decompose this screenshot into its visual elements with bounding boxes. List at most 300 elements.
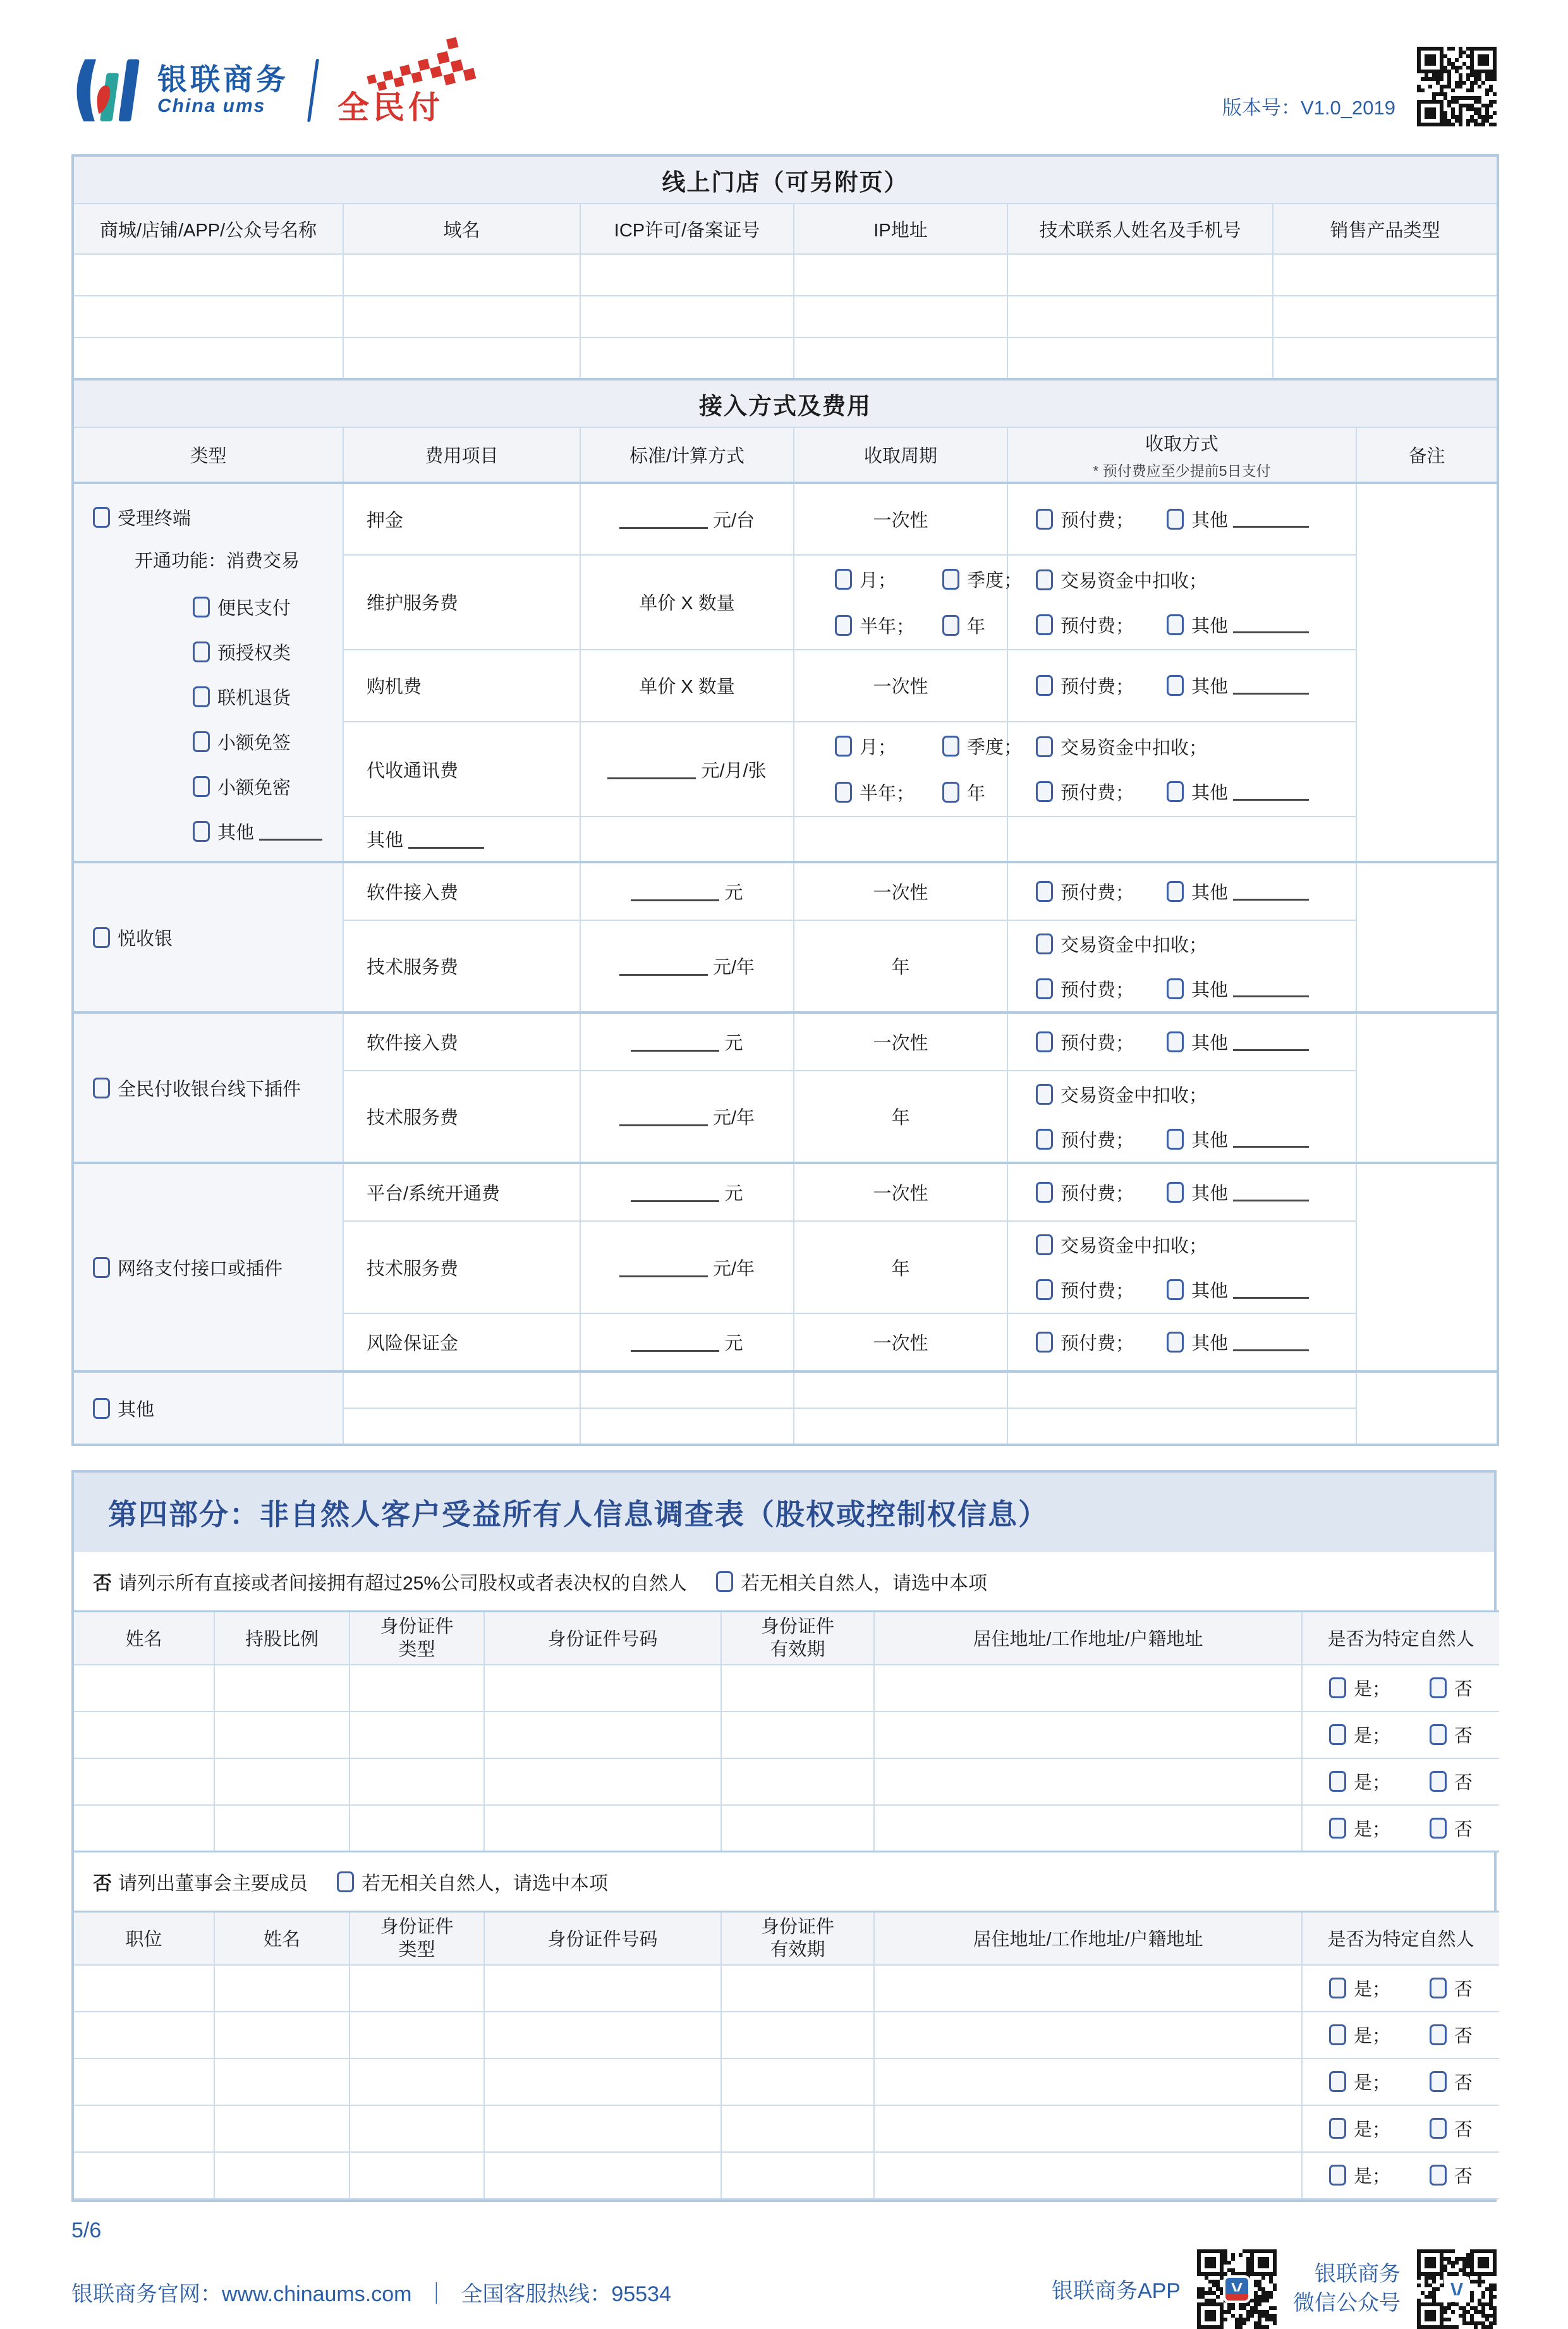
checkbox-yes[interactable] (1329, 2024, 1346, 2045)
input-cell[interactable] (484, 1758, 721, 1805)
input-cell[interactable] (794, 817, 1007, 862)
product-logo (337, 53, 482, 128)
input-cell[interactable] (484, 1805, 721, 1852)
footer-qrs (1052, 2249, 1497, 2329)
input-cell[interactable] (73, 296, 343, 337)
owner-row: 是； 否 (74, 1758, 1499, 1805)
brand-name-en: China ums (157, 95, 266, 116)
online-store-row (73, 337, 1498, 379)
checkbox-month[interactable] (835, 736, 852, 757)
col-id-type: 身份证件类型 (349, 1612, 484, 1665)
input-cell[interactable] (214, 1665, 349, 1712)
input-cell[interactable] (1273, 337, 1498, 379)
input-cell[interactable] (484, 2152, 721, 2199)
app-icon (1223, 2275, 1251, 2303)
checkbox-prepay[interactable] (1036, 1332, 1053, 1353)
page-header (71, 33, 1497, 128)
fee-method: 交易资金中扣收； 预付费； 其他 (1007, 722, 1356, 817)
input-cell[interactable] (874, 1758, 1302, 1805)
checkbox-prepay[interactable] (1036, 1182, 1053, 1203)
owner-row: 是； 否 (74, 1805, 1499, 1852)
fee-cycle: 一次性 (794, 1163, 1007, 1221)
owner-row: 是； 否 (74, 1665, 1499, 1712)
checkbox-no[interactable] (1430, 2024, 1447, 2045)
member-row: 是； 否 (74, 2058, 1499, 2105)
terminal-subtitle: 开通功能：消费交易 (135, 551, 300, 571)
col-id-validity: 身份证件有效期 (721, 1612, 874, 1665)
input-cell[interactable] (484, 2058, 721, 2105)
checkbox-halfyear[interactable] (835, 782, 852, 803)
input-cell[interactable] (74, 1758, 214, 1805)
type-label: 全民付收银台线下插件 (118, 1079, 301, 1100)
checkered-flag-icon (356, 43, 495, 103)
fee-standard: 元 (580, 1313, 794, 1371)
fill-in-blank[interactable] (619, 1260, 708, 1277)
none-option-label: 若无相关自然人，请选中本项 (741, 1573, 988, 1594)
checkbox-function-other[interactable] (193, 821, 210, 842)
input-cell[interactable] (874, 2058, 1302, 2105)
type-cell-terminal (73, 483, 343, 862)
footer-website: 银联商务官网：www.chinaums.com (71, 2282, 412, 2306)
fee-standard: 元 (580, 862, 794, 920)
remark-cell[interactable] (1356, 483, 1498, 862)
beneficial-owner-table (74, 1610, 1499, 1852)
checkbox-other[interactable] (1167, 1279, 1184, 1300)
fill-in-blank[interactable] (1233, 1130, 1309, 1148)
checkbox-other[interactable] (1167, 1182, 1184, 1203)
checkbox-other[interactable] (1167, 675, 1184, 696)
input-cell[interactable] (721, 1712, 874, 1758)
col-share-ratio: 持股比例 (214, 1612, 349, 1665)
none-option-label: 若无相关自然人，请选中本项 (362, 1873, 608, 1894)
checkbox-other[interactable] (1167, 978, 1184, 999)
col-method (1007, 427, 1356, 483)
checkbox-other[interactable] (1167, 1031, 1184, 1052)
checkbox-deduct[interactable] (1036, 736, 1053, 757)
input-cell[interactable] (74, 1965, 214, 2012)
checkbox-function[interactable] (193, 642, 210, 662)
remark-cell[interactable] (1356, 862, 1498, 1012)
remark-cell[interactable] (1356, 1012, 1498, 1163)
type-cell-qmf-offline (73, 1012, 343, 1163)
input-cell[interactable] (484, 1665, 721, 1712)
fill-in-blank[interactable] (619, 958, 708, 976)
checkbox-other[interactable] (1167, 1129, 1184, 1150)
col-name: 姓名 (74, 1612, 214, 1665)
checkbox-function[interactable] (193, 597, 210, 617)
wechat-qr (1417, 2249, 1497, 2329)
checkbox-month[interactable] (835, 569, 852, 590)
checkbox-type-other[interactable] (93, 1398, 110, 1419)
checkbox-yes[interactable] (1329, 2165, 1346, 2186)
remark-cell[interactable] (1356, 1163, 1498, 1371)
fill-in-blank[interactable] (1233, 1281, 1309, 1299)
checkbox-yes[interactable] (1329, 1771, 1346, 1792)
fees-table (71, 378, 1499, 1446)
app-qr (1197, 2249, 1277, 2329)
fee-method: 预付费； 其他 (1007, 650, 1356, 722)
type-label: 其他 (118, 1399, 155, 1420)
input-cell[interactable] (721, 2152, 874, 2199)
input-cell[interactable] (73, 337, 343, 379)
fee-item: 软件接入费 (343, 862, 580, 920)
fill-in-blank[interactable] (1233, 1184, 1309, 1201)
input-cell[interactable] (214, 2012, 349, 2058)
input-cell[interactable] (1007, 817, 1356, 862)
checkbox-no[interactable] (1430, 1771, 1447, 1792)
question-text: 请列示所有直接或者间接拥有超过25%公司股权或者表决权的自然人 (118, 1573, 688, 1594)
fill-in-blank[interactable] (619, 511, 708, 529)
fee-cycle: 一次性 (794, 650, 1007, 722)
online-store-row (73, 296, 1498, 337)
question-1-1 (74, 1552, 1494, 1610)
col-address: 居住地址/工作地址/户籍地址 (874, 1912, 1302, 1965)
input-cell[interactable] (74, 2058, 214, 2105)
member-row: 是； 否 (74, 2105, 1499, 2152)
input-cell[interactable] (721, 1758, 874, 1805)
checkbox-function[interactable] (193, 731, 210, 752)
page-number: 5/6 (71, 2218, 102, 2242)
input-cell[interactable] (580, 1371, 794, 1408)
input-cell[interactable] (1007, 254, 1273, 296)
checkbox-no[interactable] (1430, 1677, 1447, 1698)
checkbox-yueshouyin[interactable] (93, 927, 110, 948)
fee-standard: 单价 X 数量 (580, 555, 794, 650)
checkbox-no[interactable] (1430, 1724, 1447, 1745)
checkbox-no[interactable] (1430, 2071, 1447, 2092)
function-label: 小额免签 (217, 733, 291, 753)
col-address: 居住地址/工作地址/户籍地址 (874, 1612, 1302, 1665)
input-cell[interactable] (74, 2105, 214, 2152)
fill-in-blank[interactable] (631, 1184, 719, 1202)
fee-method: 预付费； 其他 (1007, 1313, 1356, 1371)
checkbox-prepay[interactable] (1036, 781, 1053, 802)
brand-name-cn: 银联商务 (157, 63, 289, 97)
col-method-label: 收取方式 (1145, 434, 1219, 454)
fill-in-blank[interactable] (408, 831, 484, 849)
input-cell[interactable] (721, 2012, 874, 2058)
col-domain: 域名 (343, 204, 580, 254)
col-store-name: 商城/店铺/APP/公众号名称 (73, 204, 343, 254)
app-qr-label: 银联商务APP (1051, 2279, 1181, 2303)
fill-in-blank[interactable] (619, 1109, 708, 1126)
input-cell[interactable] (349, 2012, 484, 2058)
question-number: 否 (93, 1873, 112, 1894)
col-remark: 备注 (1356, 427, 1498, 483)
fill-in-blank[interactable] (1233, 1334, 1309, 1351)
input-cell[interactable] (1273, 296, 1498, 337)
checkbox-prepay[interactable] (1036, 978, 1053, 999)
fee-cycle: 月； 季度； 半年； 年 (794, 555, 1007, 650)
footer-separator: ｜ (425, 2282, 447, 2306)
col-icp: ICP许可/备案证号 (580, 204, 794, 254)
input-cell[interactable] (214, 1712, 349, 1758)
member-row: 是； 否 (74, 2012, 1499, 2058)
member-row: 是； 否 (74, 1965, 1499, 2012)
checkbox-prepay[interactable] (1036, 614, 1053, 635)
fill-in-blank[interactable] (631, 884, 719, 901)
type-label: 网络支付接口或插件 (118, 1258, 283, 1279)
checkbox-function[interactable] (193, 776, 210, 797)
input-cell[interactable] (1007, 296, 1273, 337)
function-label: 预授权类 (217, 643, 291, 664)
input-cell[interactable] (721, 1665, 874, 1712)
col-ip: IP地址 (794, 204, 1007, 254)
input-cell[interactable] (794, 337, 1007, 379)
input-cell[interactable] (214, 2152, 349, 2199)
fill-in-blank[interactable] (631, 1034, 719, 1052)
question-1-2 (74, 1852, 1494, 1911)
col-cycle: 收取周期 (794, 427, 1007, 483)
input-cell[interactable] (580, 817, 794, 862)
checkbox-yes[interactable] (1329, 1818, 1346, 1839)
input-cell[interactable] (349, 2105, 484, 2152)
header-meta (1222, 47, 1497, 128)
input-cell[interactable] (349, 2152, 484, 2199)
input-cell[interactable] (214, 2058, 349, 2105)
fill-in-blank[interactable] (1233, 616, 1309, 633)
function-label: 其他 (217, 823, 255, 843)
brand-lockup (71, 53, 482, 128)
checkbox-function[interactable] (193, 686, 210, 707)
checkbox-netpay[interactable] (93, 1257, 110, 1278)
checkbox-qmf-offline[interactable] (93, 1078, 110, 1098)
input-cell[interactable] (794, 1408, 1007, 1445)
input-cell[interactable] (74, 1805, 214, 1852)
checkbox-year[interactable] (942, 782, 959, 803)
function-label: 小额免密 (217, 778, 291, 798)
checkbox-yes[interactable] (1329, 2071, 1346, 2092)
type-label: 悦收银 (118, 928, 173, 949)
checkbox-yes[interactable] (1329, 1677, 1346, 1698)
input-cell[interactable] (343, 337, 580, 379)
input-cell[interactable] (1007, 1408, 1356, 1445)
checkbox-deduct[interactable] (1036, 933, 1053, 954)
checkbox-terminal[interactable] (93, 507, 110, 528)
section-4-title: 第四部分：非自然人客户受益所有人信息调查表（股权或控制权信息） (74, 1473, 1494, 1552)
col-tech-contact: 技术联系人姓名及手机号 (1007, 204, 1273, 254)
input-cell[interactable] (1007, 337, 1273, 379)
fill-in-blank[interactable] (1233, 980, 1309, 997)
checkbox-deduct[interactable] (1036, 569, 1053, 590)
fee-standard: 元 (580, 1012, 794, 1071)
fill-in-blank[interactable] (1233, 783, 1309, 801)
input-cell[interactable] (349, 1965, 484, 2012)
fee-method: 预付费； 其他 (1007, 1012, 1356, 1071)
version-label: 版本号：V1.0_2019 (1222, 97, 1395, 119)
input-cell[interactable] (73, 254, 343, 296)
fee-method: 预付费； 其他 (1007, 1163, 1356, 1221)
fee-standard: 单价 X 数量 (580, 650, 794, 722)
checkbox-other[interactable] (1167, 881, 1184, 902)
input-cell[interactable] (721, 1805, 874, 1852)
fee-item: 软件接入费 (343, 1012, 580, 1071)
checkbox-no[interactable] (1430, 1818, 1447, 1839)
fill-in-blank[interactable] (259, 823, 322, 841)
checkbox-yes[interactable] (1329, 1978, 1346, 1998)
input-cell[interactable] (580, 1408, 794, 1445)
fill-in-blank[interactable] (1233, 1033, 1309, 1051)
input-cell[interactable] (349, 1805, 484, 1852)
input-cell[interactable] (484, 1965, 721, 2012)
checkbox-other[interactable] (1167, 781, 1184, 802)
fill-in-blank[interactable] (631, 1334, 719, 1352)
checkbox-no-related-person[interactable] (716, 1571, 733, 1592)
fee-standard: 元/台 (580, 483, 794, 555)
input-cell[interactable] (794, 296, 1007, 337)
col-id-validity: 身份证件有效期 (721, 1912, 874, 1965)
page-footer (71, 2249, 1497, 2329)
footer-contact (71, 2277, 671, 2329)
type-cell-other (73, 1371, 343, 1445)
col-product-type: 销售产品类型 (1273, 204, 1498, 254)
checkbox-no[interactable] (1430, 2118, 1447, 2139)
input-cell[interactable] (343, 296, 580, 337)
input-cell[interactable] (721, 2058, 874, 2105)
checkbox-quarter[interactable] (942, 736, 959, 757)
fill-in-blank[interactable] (607, 762, 696, 779)
input-cell[interactable] (794, 254, 1007, 296)
checkbox-prepay[interactable] (1036, 509, 1053, 530)
checkbox-yes[interactable] (1329, 2118, 1346, 2139)
col-name: 姓名 (214, 1912, 349, 1965)
fill-in-blank[interactable] (1233, 510, 1309, 528)
fee-item: 技术服务费 (343, 920, 580, 1012)
input-cell[interactable] (721, 1965, 874, 2012)
function-label: 联机退货 (217, 688, 291, 708)
brand-divider (307, 59, 319, 122)
type-cell-netpay (73, 1163, 343, 1371)
input-cell[interactable] (580, 337, 794, 379)
online-store-row (73, 254, 1498, 296)
col-specific-person: 是否为特定自然人 (1302, 1612, 1499, 1665)
input-cell[interactable] (74, 2152, 214, 2199)
input-cell[interactable] (874, 1665, 1302, 1712)
checkbox-prepay[interactable] (1036, 1031, 1053, 1052)
wechat-qr-label: 银联商务 微信公众号 (1293, 2261, 1401, 2315)
input-cell[interactable] (343, 1371, 580, 1408)
fee-cycle: 年 (794, 920, 1007, 1012)
input-cell[interactable] (349, 1758, 484, 1805)
input-cell[interactable] (874, 1712, 1302, 1758)
fee-cycle: 月； 季度； 半年； 年 (794, 722, 1007, 817)
fee-method: 交易资金中扣收； 预付费； 其他 (1007, 1221, 1356, 1313)
col-specific-person: 是否为特定自然人 (1302, 1912, 1499, 1965)
board-member-table (74, 1911, 1499, 2199)
input-cell[interactable] (874, 1805, 1302, 1852)
remark-cell[interactable] (1356, 1371, 1498, 1445)
question-number: 否 (93, 1573, 112, 1594)
checkbox-other[interactable] (1167, 614, 1184, 635)
fill-in-blank[interactable] (1233, 677, 1309, 695)
checkbox-other[interactable] (1167, 1332, 1184, 1353)
input-cell[interactable] (74, 1665, 214, 1712)
fee-item: 其他 (343, 817, 580, 862)
input-cell[interactable] (214, 2105, 349, 2152)
checkbox-no[interactable] (1430, 1978, 1447, 1998)
checkbox-year[interactable] (942, 615, 959, 636)
input-cell[interactable] (214, 1758, 349, 1805)
checkbox-yes[interactable] (1329, 1724, 1346, 1745)
online-store-table (71, 154, 1499, 380)
fee-method: 预付费； 其他 (1007, 483, 1356, 555)
online-store-title: 线上门店（可另附页） (73, 155, 1498, 204)
checkbox-no[interactable] (1430, 2165, 1447, 2186)
product-name: 全民付 (337, 90, 444, 125)
fill-in-blank[interactable] (1233, 883, 1309, 901)
fee-item: 风险保证金 (343, 1313, 580, 1371)
input-cell[interactable] (721, 2105, 874, 2152)
checkbox-prepay[interactable] (1036, 1279, 1053, 1300)
fee-item: 购机费 (343, 650, 580, 722)
checkbox-prepay[interactable] (1036, 1129, 1053, 1150)
checkbox-deduct[interactable] (1036, 1234, 1053, 1255)
input-cell[interactable] (874, 2152, 1302, 2199)
fee-method: 交易资金中扣收； 预付费； 其他 (1007, 920, 1356, 1012)
fee-method: 交易资金中扣收； 预付费； 其他 (1007, 1071, 1356, 1163)
col-id-number: 身份证件号码 (484, 1612, 721, 1665)
input-cell[interactable] (343, 1408, 580, 1445)
input-cell[interactable] (484, 2105, 721, 2152)
qr-code-icon (1417, 47, 1497, 126)
input-cell[interactable] (74, 2012, 214, 2058)
chinaums-logo-icon (71, 58, 146, 123)
function-label: 便民支付 (217, 599, 291, 619)
input-cell[interactable] (1007, 1371, 1356, 1408)
fee-standard: 元/年 (580, 920, 794, 1012)
checkbox-deduct[interactable] (1036, 1084, 1053, 1105)
fee-standard: 元/年 (580, 1071, 794, 1163)
fee-cycle: 年 (794, 1221, 1007, 1313)
checkbox-quarter[interactable] (942, 569, 959, 590)
col-fee-item: 费用项目 (343, 427, 580, 483)
checkbox-prepay[interactable] (1036, 881, 1053, 902)
type-label: 受理终端 (118, 509, 191, 529)
input-cell[interactable] (484, 1712, 721, 1758)
fee-item: 技术服务费 (343, 1221, 580, 1313)
col-standard: 标准/计算方式 (580, 427, 794, 483)
input-cell[interactable] (874, 2012, 1302, 2058)
checkbox-no-related-person[interactable] (337, 1871, 354, 1892)
input-cell[interactable] (580, 254, 794, 296)
input-cell[interactable] (349, 1665, 484, 1712)
input-cell[interactable] (214, 1805, 349, 1852)
input-cell[interactable] (580, 296, 794, 337)
fee-item: 押金 (343, 483, 580, 555)
fee-cycle: 年 (794, 1071, 1007, 1163)
section-4 (71, 1470, 1497, 2202)
input-cell[interactable] (1273, 254, 1498, 296)
member-row: 是； 否 (74, 2152, 1499, 2199)
brand-name (157, 64, 289, 116)
input-cell[interactable] (343, 254, 580, 296)
input-cell[interactable] (349, 1712, 484, 1758)
input-cell[interactable] (794, 1371, 1007, 1408)
input-cell[interactable] (214, 1965, 349, 2012)
checkbox-halfyear[interactable] (835, 615, 852, 636)
input-cell[interactable] (349, 2058, 484, 2105)
col-position: 职位 (74, 1912, 214, 1965)
fee-item: 技术服务费 (343, 1071, 580, 1163)
input-cell[interactable] (874, 2105, 1302, 2152)
checkbox-other[interactable] (1167, 509, 1184, 530)
checkbox-prepay[interactable] (1036, 675, 1053, 696)
fee-cycle: 一次性 (794, 862, 1007, 920)
input-cell[interactable] (74, 1712, 214, 1758)
input-cell[interactable] (874, 1965, 1302, 2012)
question-text: 请列出董事会主要成员 (118, 1873, 308, 1894)
input-cell[interactable] (484, 2012, 721, 2058)
